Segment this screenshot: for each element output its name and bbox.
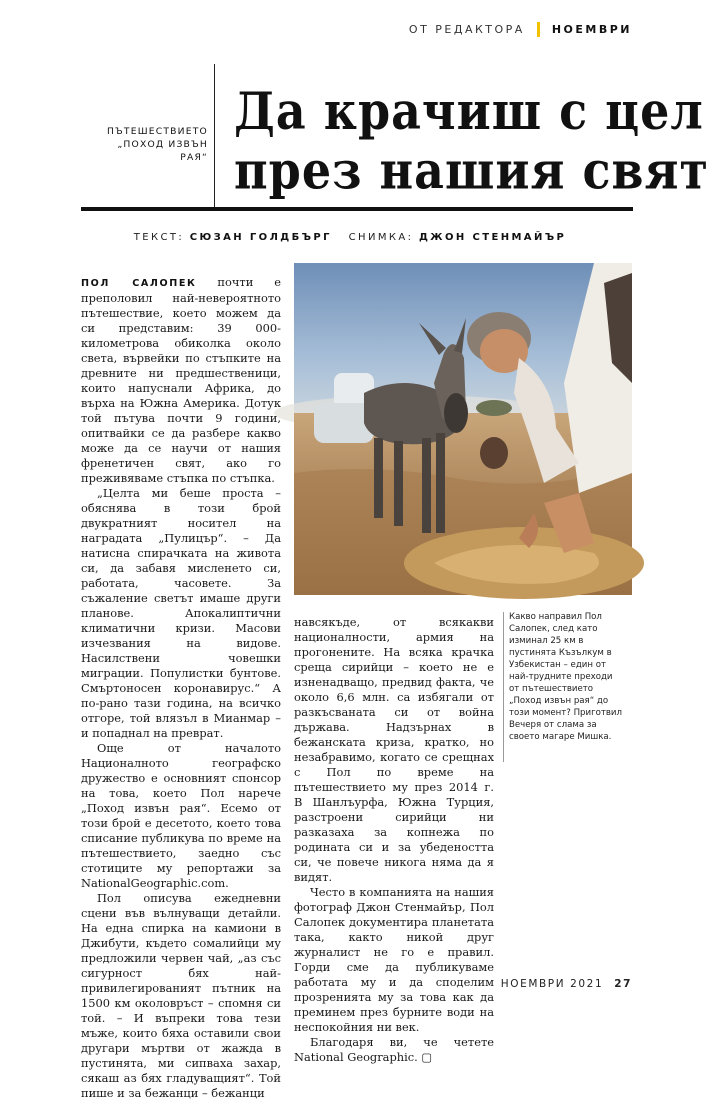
kicker-line-1: ПЪТЕШЕСТВИЕТО [106,126,208,137]
caption-divider [503,612,504,762]
paragraph-4: Пол описува ежедневни сцени във вълнуващи детайли. На една спирка на камиони в Джибути, където сомалийци му предложили червен чай, „аз със сигурност бях най-привилегированият пътник на 1500 км околовръст – спомня си той. – И въпреки това тези мъже, които бяха оставили свои другари мъртви от жажда в пустинята, ми сипваха захар, сякаш аз бях гладуващият“. Той пише и за бежанци – бежанци [81,891,281,1100]
headline-line-2: през нашия свят [234,140,709,201]
paragraph-7: Благодаря ви, че четете National Geographic. ▢ [294,1035,494,1064]
lead-name: ПОЛ САЛОПЕК [81,278,197,289]
paragraph-3: Още от началото Националното географско дружество е основният спонсор на това, което Пол нарече „Поход извън рая“. Есемо от този брой е десетото, което това списание публикува по време на пътешествието, заедно със стотиците му репортажи за NationalGeographic.com. [81,741,281,890]
page-footer [501,978,632,990]
vertical-divider [214,64,215,207]
paragraph-5: навсякъде, от всякакви националности, армия на прогонените. На всяка крачка среща сирийци – което не е изненадващо, предвид факта, че около 6,6 млн. са избягали от разкъсваната си от война държава. Надзърнах в бежанската криза, кратко, но незабравимо, когато се срещнах с Пол по време на пътешествието му през 2014 г. В Шанлъурфа, Южна Турция, разстроени сирийци ни разказаха за копнежа по родината си и за убедеността си, че повече никога няма да я видят. [294,615,494,884]
issue-month: НОЕМВРИ [551,23,632,36]
yellow-divider [537,22,540,37]
photo-credit-label: СНИМКА: [348,232,414,243]
paragraph-6: Често в компанията на нашия фотограф Джон Стенмайър, Пол Салопек документира планетата така, както никой друг журналист не го е правил. Горди сме да публикуваме работата му и да споделим прозренията му за това как да преминем през бурните води на неспокойния ни век. [294,885,494,1034]
paragraph-1: ПОЛ САЛОПЕК почти е преполовил най-невероятното пътешествие, което можем да си представим: 39 000-километрова обиколка около света, вървейки по стъпките на древните ни предшественици, които напуснали Африка, до върха на Южна Америка. Дотук той пътува почти 9 години, опитвайки се да разбере какво може да се научи от нашия френетичен свят, ако го преживяваме стъпка по стъпка. [81,275,281,485]
photo-caption: Какво направил Пол Салопек, след като изминал 25 км в пустинята Къзълкум в Узбекистан – един от най-трудните преходи от пътешествието „Поход извън рая“ до този момент? Приготвил Вечеря от слама за своето магаре Мишка. [509,612,623,742]
text-credit-label: ТЕКСТ: [133,232,185,243]
body-column-1 [81,275,281,1101]
footer-issue: НОЕМВРИ 2021 [500,978,604,990]
byline [0,232,700,243]
article-photo [294,263,632,595]
donkey-photo-illustration [294,263,632,595]
section-label: ОТ РЕДАКТОРА [408,23,525,36]
photographer-name: ДЖОН СТЕНМАЙЪР [419,232,567,243]
series-kicker [88,125,208,164]
headline-line-1: Да крачиш с цел [234,80,704,142]
headline-rule [81,207,633,211]
paragraph-2: „Целта ми беше проста – обяснява в този брой двукратният носител на наградата „Пулицър“. – Да натисна спирачката на живота си, да забавя мисленето си, работата, часовете. За съжаление светът имаше други планове. Апокалиптични климатични кризи. Масови изчезвания на видове. Насилствени човешки миграции. Популистки бунтове. Смъртоносен коронавирус.“ А по-рано тази година, на всичко отгоре, той влязъл в Мианмар – и попаднал на преврат. [81,486,281,740]
running-head [409,22,632,37]
author-name: СЮЗАН ГОЛДБЪРГ [189,232,332,243]
kicker-line-2: „ПОХОД ИЗВЪН РАЯ“ [117,139,208,163]
body-column-2 [294,615,494,1065]
headline [234,80,709,201]
page-number: 27 [614,978,632,990]
